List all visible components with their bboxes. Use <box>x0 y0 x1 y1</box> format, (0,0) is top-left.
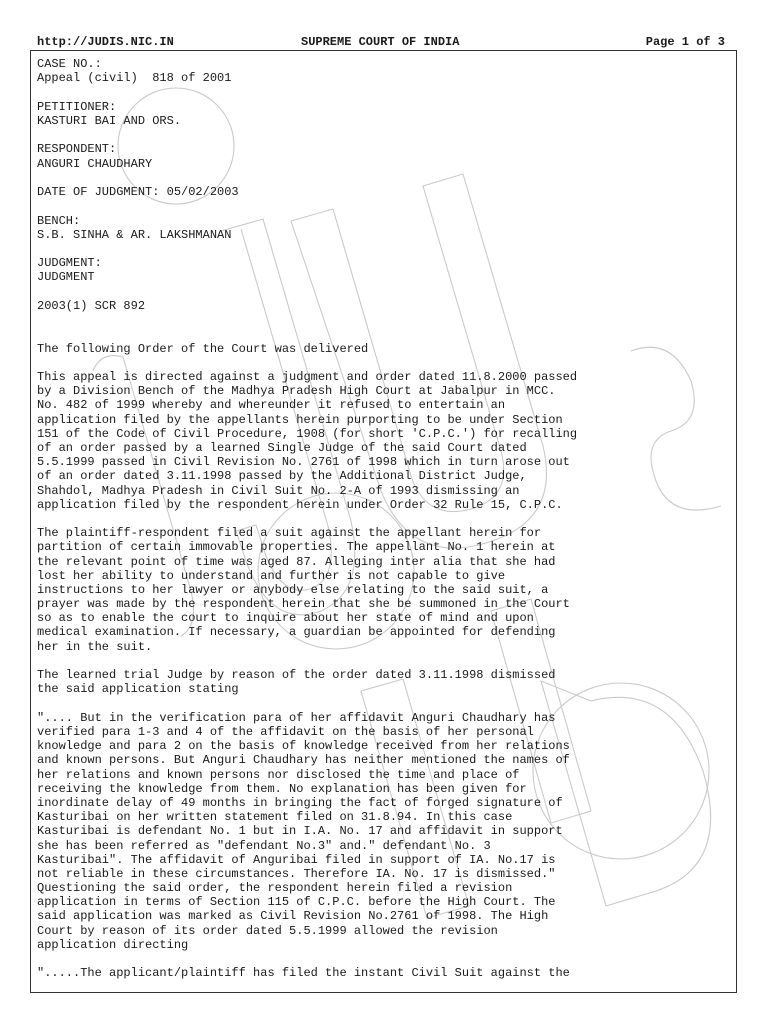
text-line: application filed by the appellants herein purporting to be under Section <box>37 412 563 427</box>
text-line: the said application stating <box>37 682 239 697</box>
text-line: application filed by the respondent herein under Order 32 Rule 15, C.P.C. <box>37 497 563 512</box>
text-block <box>37 668 727 696</box>
text-line: No. 482 of 1999 whereby and whereunder it refused to entertain an <box>37 398 506 413</box>
text-line: Kasturibai". The affidavit of Anguribai filed in support of IA. No.17 is <box>37 852 556 867</box>
source-url[interactable]: http://JUDIS.NIC.IN <box>37 35 174 49</box>
text-line: 151 of the Code of Civil Procedure, 1908 (for short 'C.P.C.') for recalling <box>37 426 578 441</box>
text-line: ANGURI CHAUDHARY <box>37 156 153 171</box>
text-block <box>37 370 727 512</box>
text-block <box>37 100 727 128</box>
text-line: medical examination. If necessary, a guardian be appointed for defending <box>37 625 556 640</box>
judgment-text <box>37 57 727 993</box>
court-name: SUPREME COURT OF INDIA <box>301 35 460 49</box>
text-line: verified para 1-3 and 4 of the affidavit on the basis of her personal <box>37 725 534 740</box>
text-line: PETITIONER: <box>37 99 117 114</box>
text-line: inordinate delay of 49 months in bringing the fact of forged signature of <box>37 795 563 810</box>
text-line: knowledge and para 2 on the basis of knowledge received from her relations <box>37 739 570 754</box>
text-line: DATE OF JUDGMENT: 05/02/2003 <box>37 185 239 200</box>
text-line: ".... But in the verification para of her affidavit Anguri Chaudhary has <box>37 710 556 725</box>
text-line: CASE NO.: <box>37 57 102 71</box>
text-block <box>37 256 727 284</box>
text-line: so as to enable the court to inquire about her state of mind and upon <box>37 611 534 626</box>
text-line: receiving the knowledge from them. No explanation has been given for <box>37 781 527 796</box>
text-line: The learned trial Judge by reason of the order dated 3.11.1998 dismissed <box>37 668 556 683</box>
text-line: application directing <box>37 937 189 952</box>
text-block <box>37 214 727 242</box>
text-line: 2003(1) SCR 892 <box>37 298 146 313</box>
text-line: KASTURI BAI AND ORS. <box>37 113 182 128</box>
text-line: This appeal is directed against a judgment and order dated 11.8.2000 passed <box>37 370 578 384</box>
text-line: her relations and known persons nor disclosed the time and place of <box>37 767 520 782</box>
text-line <box>37 313 727 327</box>
text-line: of an order passed by a learned Single Judge of the said Court dated <box>37 440 527 455</box>
text-line: Questioning the said order, the respondent herein filed a revision <box>37 881 513 896</box>
text-line: ".....The applicant/plaintiff has filed the instant Civil Suit against the <box>37 966 570 981</box>
text-line: Kasturibai on her written statement filed on 31.8.94. In this case <box>37 810 513 825</box>
text-block <box>37 299 727 327</box>
text-block <box>37 711 727 952</box>
text-block <box>37 526 727 654</box>
text-line: her in the suit. <box>37 639 153 654</box>
text-block <box>37 342 727 356</box>
text-line: JUDGMENT <box>37 270 95 285</box>
text-block <box>37 966 727 980</box>
text-line: The following Order of the Court was delivered <box>37 341 369 356</box>
text-line: not reliable in these circumstances. Therefore IA. No. 17 is dismissed." <box>37 866 556 881</box>
text-line: Appeal (civil) 818 of 2001 <box>37 71 232 86</box>
text-line: by a Division Bench of the Madhya Pradesh High Court at Jabalpur in MCC. <box>37 384 556 399</box>
text-line: prayer was made by the respondent herein that she be summoned in the Court <box>37 597 570 612</box>
text-line: RESPONDENT: <box>37 142 117 157</box>
text-line: and known persons. But Anguri Chaudhary has neither mentioned the names of <box>37 753 570 768</box>
text-line: 5.5.1999 passed in Civil Revision No. 2761 of 1998 which in turn arose out <box>37 455 570 470</box>
text-block <box>37 57 727 85</box>
text-line: Shahdol, Madhya Pradesh in Civil Suit No. 2-A of 1993 dismissing an <box>37 483 520 498</box>
text-line: lost her ability to understand and further is not capable to give <box>37 568 506 583</box>
page-header <box>37 34 727 50</box>
text-line: instructions to her lawyer or anybody else relating to the said suit, a <box>37 582 549 597</box>
text-line: Court by reason of its order dated 5.5.1999 allowed the revision <box>37 923 498 938</box>
text-line: of an order dated 3.11.1998 passed by the Additional District Judge, <box>37 469 527 484</box>
text-line: BENCH: <box>37 213 81 228</box>
text-block <box>37 142 727 170</box>
text-line: S.B. SINHA & AR. LAKSHMANAN <box>37 227 232 242</box>
text-line: she has been referred as "defendant No.3" and." defendant No. 3 <box>37 838 491 853</box>
text-line: Kasturibai is defendant No. 1 but in I.A. No. 17 and affidavit in support <box>37 824 563 839</box>
text-line: partition of certain immovable properties. The appellant No. 1 herein at <box>37 540 556 555</box>
text-block <box>37 185 727 199</box>
text-line: the relevant point of time was aged 87. Alleging inter alia that she had <box>37 554 556 569</box>
document-frame <box>30 50 737 993</box>
page-indicator: Page 1 of 3 <box>645 35 725 49</box>
text-line: said application was marked as Civil Revision No.2761 of 1998. The High <box>37 909 549 924</box>
text-line: application in terms of Section 115 of C.P.C. before the High Court. The <box>37 895 556 910</box>
text-line: JUDGMENT: <box>37 256 102 271</box>
text-line: The plaintiff-respondent filed a suit against the appellant herein for <box>37 526 542 541</box>
